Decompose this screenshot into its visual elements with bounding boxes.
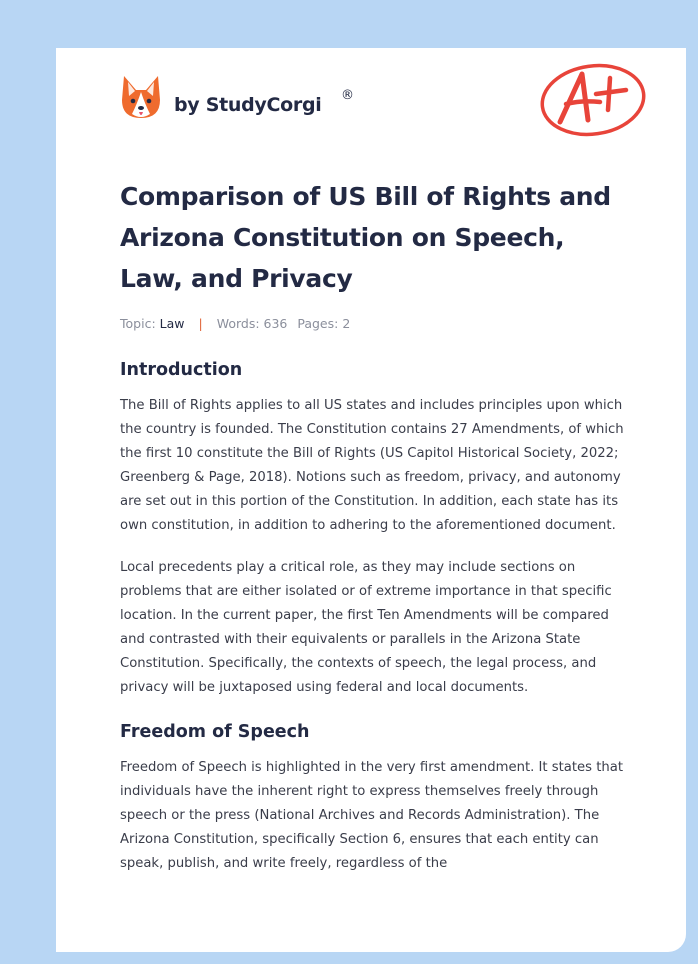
header [56,48,686,148]
registered-mark: ® [341,88,354,103]
brand-name[interactable]: by StudyCorgi [174,94,322,116]
paragraph: The Bill of Rights applies to all US states and includes principles upon which the country is founded. The Constitution contains 27 Amendments, of which the first 10 constitute the Bill of Rights (US Capitol Historical Society, 2022; Greenberg & Page, 2018). Notions such as freedom, privacy, and autonomy are set out in this portion of the Constitution. In addition, each state has its own constitution, in addition to adhering to the aforementioned document. [120,398,624,533]
paragraph: Freedom of Speech is highlighted in the very first amendment. It states that individuals have the inherent right to express themselves freely through speech or the press (National Archives and Records Administration). The Arizona Constitution, specifically Section 6, ensures that each entity can speak, publish, and write freely, regardless of the [120,760,624,871]
topic-label: Topic: [120,316,156,331]
section-heading-freedom-of-speech: Freedom of Speech [120,722,310,742]
corgi-logo-icon[interactable] [120,74,162,122]
article-content [120,176,630,876]
document-card [56,48,686,952]
paragraph: Local precedents play a critical role, as they may include sections on problems that are either isolated or of extreme importance in that specific location. In the current paper, the first Ten Amendments will be compared and contrasted with their equivalents or parallels in the Arizona State Constitution. Specifically, the contexts of speech, the legal process, and privacy will be juxtaposed using federal and local documents. [120,560,612,695]
article-meta [120,315,630,333]
meta-separator: | [198,316,203,331]
page-count: Pages: 2 [297,316,351,331]
section-heading-introduction: Introduction [120,360,243,380]
a-plus-grade-icon [538,60,648,140]
word-count: Words: 636 [216,316,288,331]
page-title: Comparison of US Bill of Rights and Arizona Constitution on Speech, Law, and Privacy [120,182,611,293]
topic-link[interactable]: Law [159,316,185,331]
